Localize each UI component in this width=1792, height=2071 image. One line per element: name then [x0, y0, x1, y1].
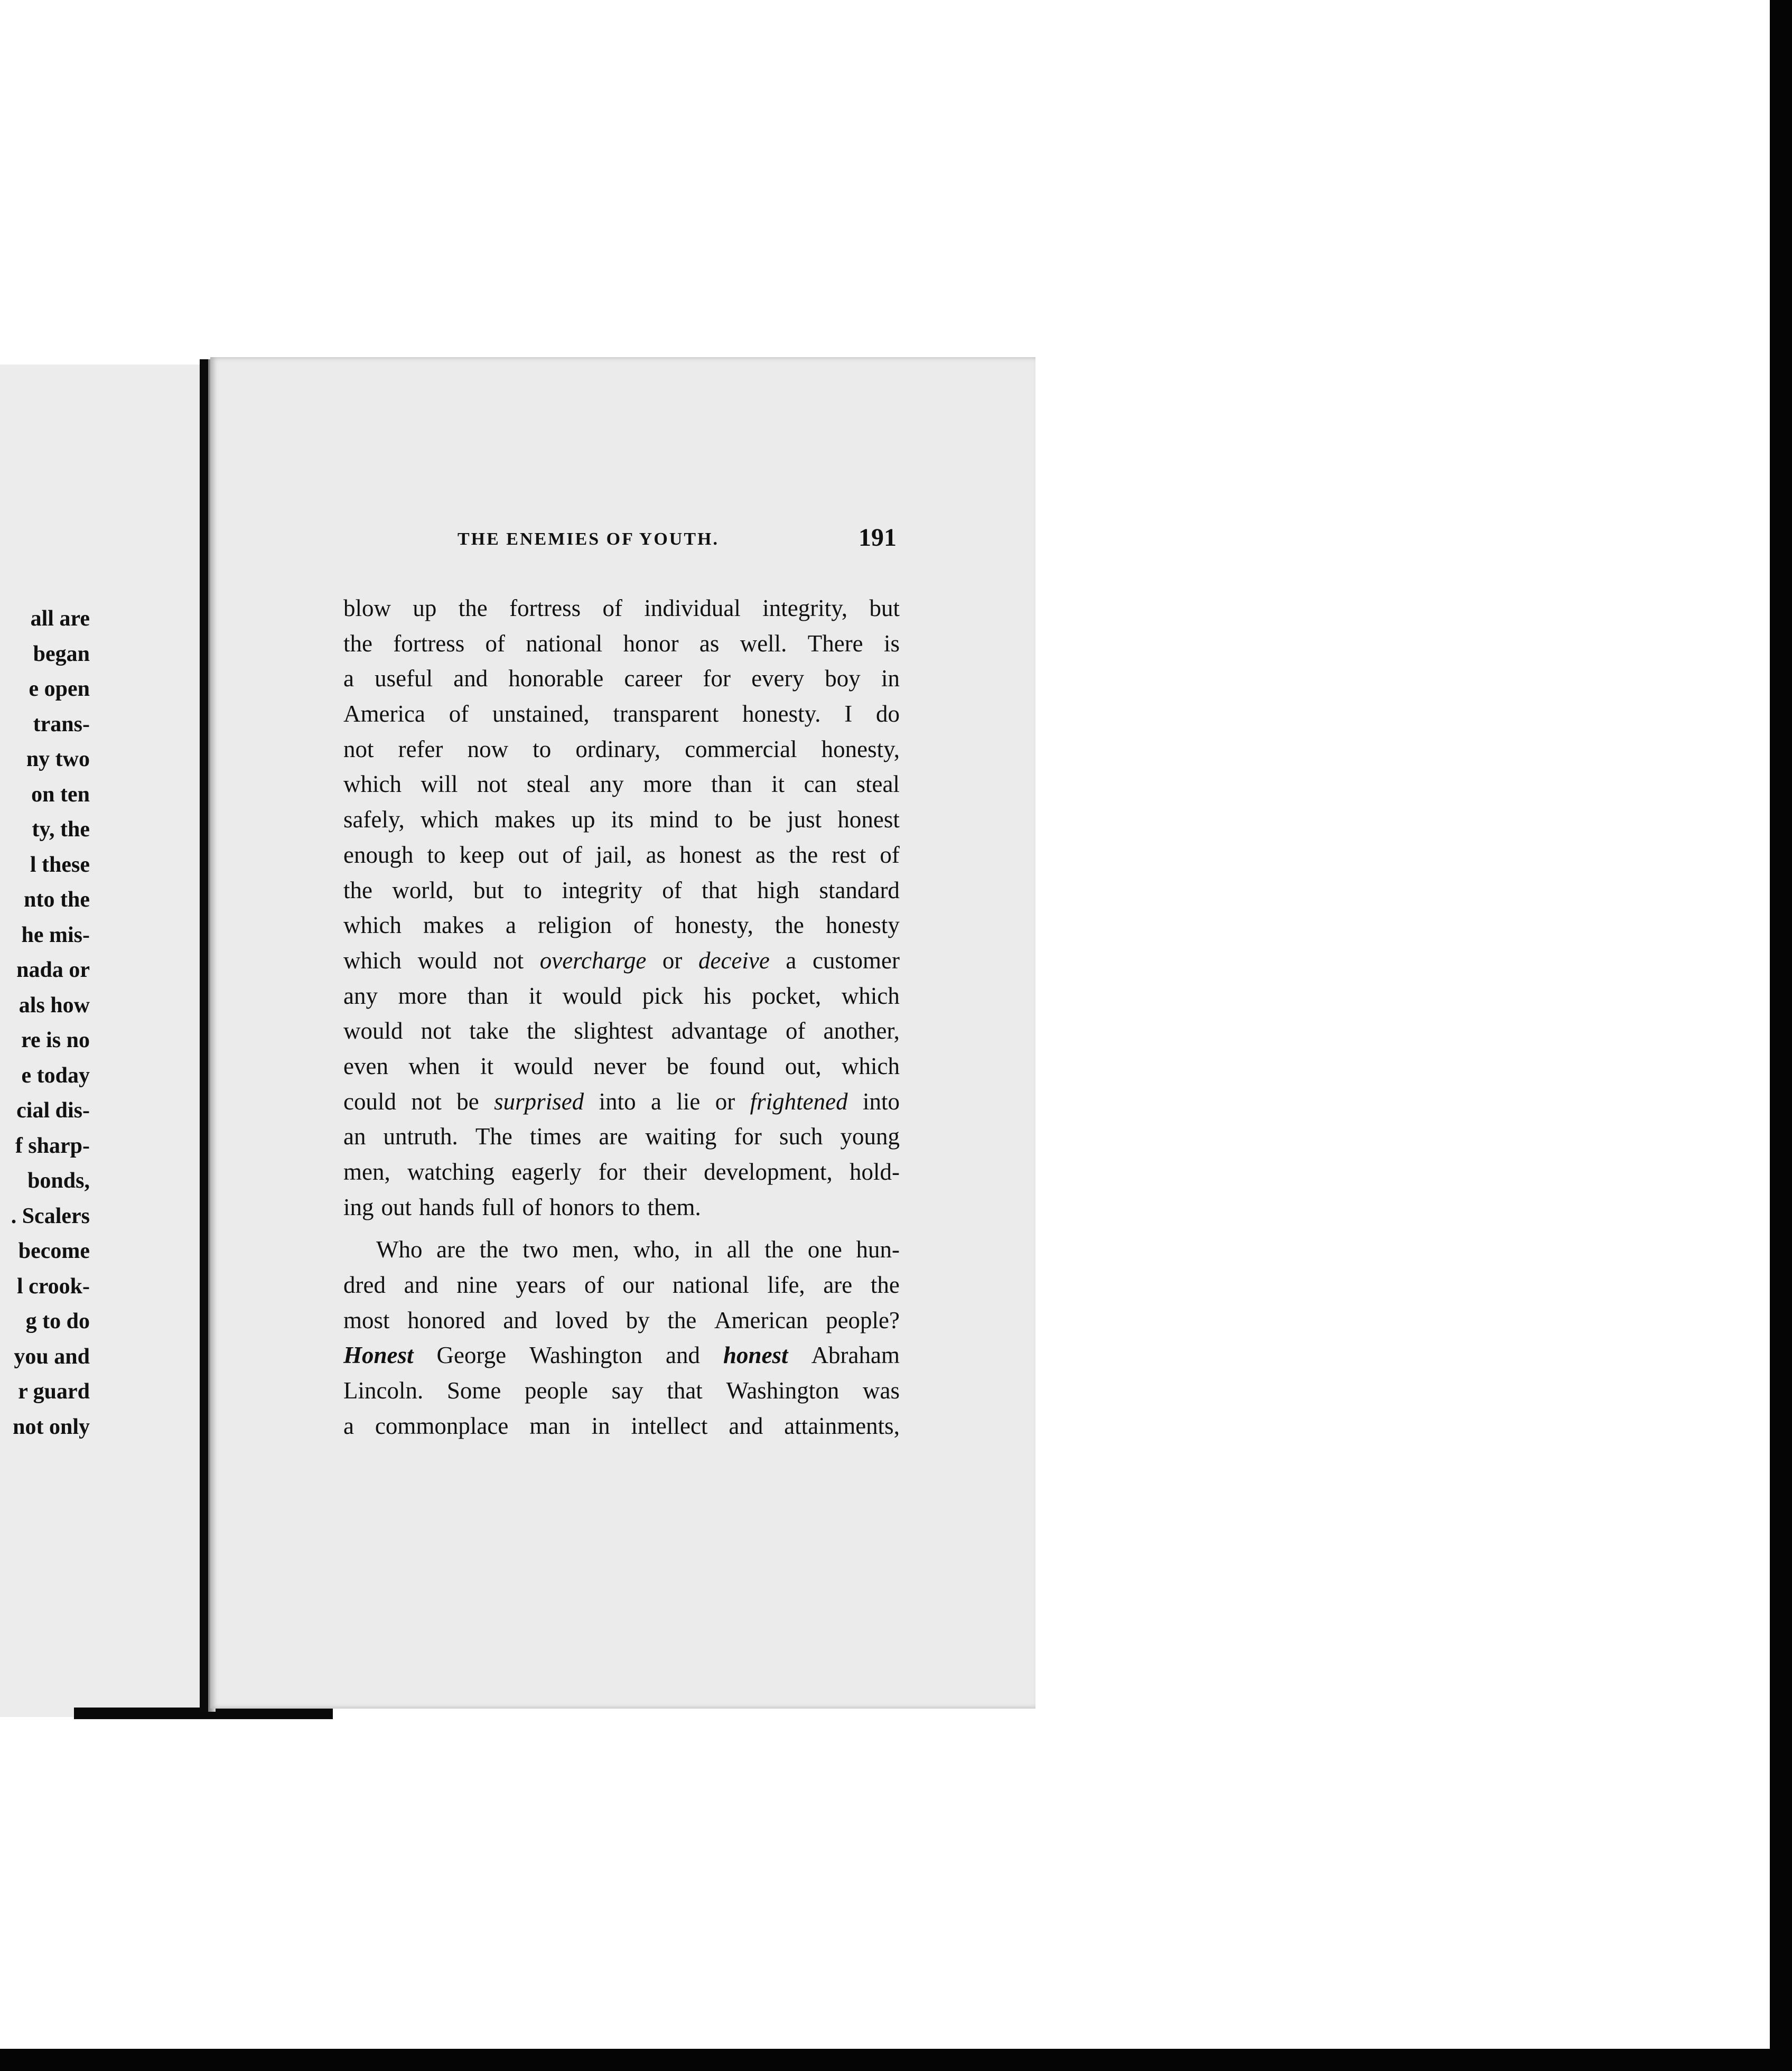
- text-line: the fortress of national honor as well. There is: [343, 630, 900, 657]
- text-line: any more than it would pick his pocket, which: [343, 982, 900, 1009]
- left-page-text: [0, 601, 90, 1444]
- text-line: the world, but to integrity of that high standard: [343, 876, 900, 903]
- left-page-line: trans-: [33, 712, 90, 736]
- left-page-line: l these: [30, 852, 90, 877]
- text-line: Lincoln. Some people say that Washington was: [343, 1377, 900, 1404]
- text-line: Honest George Washington and honest Abraham: [343, 1342, 900, 1369]
- left-page-line: nto the: [24, 888, 90, 912]
- text-line: Who are the two men, who, in all the one hun-: [376, 1236, 900, 1263]
- text-line: dred and nine years of our national life, are the: [343, 1272, 900, 1299]
- page-number: 191: [858, 524, 897, 552]
- text-line: not refer now to ordinary, commercial honesty,: [343, 735, 900, 762]
- text-line: a commonplace man in intellect and attainments,: [343, 1412, 900, 1439]
- text-line: ing out hands full of honors to them.: [343, 1193, 701, 1220]
- left-page-line: als how: [18, 993, 90, 1018]
- text-line: which would not overcharge or deceive a customer: [343, 947, 900, 974]
- left-page-line: e open: [29, 677, 90, 701]
- left-page-line: began: [33, 641, 90, 666]
- left-page-line: g to do: [25, 1309, 90, 1333]
- text-line: a useful and honorable career for every boy in: [343, 665, 900, 692]
- running-head: THE ENEMIES OF YOUTH.: [458, 529, 719, 549]
- left-page-line: re is no: [21, 1028, 90, 1052]
- text-line: blow up the fortress of individual integrity, but: [343, 595, 900, 621]
- body-text: [343, 591, 906, 1444]
- text-line: would not take the slightest advantage of another,: [343, 1018, 900, 1044]
- text-line: could not be surprised into a lie or frightened into: [343, 1088, 900, 1115]
- left-page-line: ty, the: [32, 817, 90, 842]
- left-page-line: he mis-: [21, 922, 90, 947]
- text-line: an untruth. The times are waiting for such young: [343, 1123, 900, 1150]
- left-page-line: ny two: [26, 747, 90, 771]
- text-line: most honored and loved by the American people?: [343, 1307, 900, 1333]
- text-line: safely, which makes up its mind to be just honest: [343, 806, 900, 833]
- text-line: which makes a religion of honesty, the honesty: [343, 912, 900, 939]
- text-line: America of unstained, transparent honesty. I do: [343, 701, 900, 727]
- left-page-line: you and: [14, 1344, 90, 1369]
- left-page-line: cial dis-: [16, 1098, 90, 1123]
- text-line: even when it would never be found out, which: [343, 1052, 900, 1079]
- left-page-line: all are: [30, 607, 90, 631]
- text-line: men, watching eagerly for their development, hold-: [343, 1159, 900, 1185]
- book-spine: [200, 359, 208, 1712]
- left-page-line: r guard: [18, 1379, 90, 1404]
- left-page-line: on ten: [31, 782, 90, 807]
- left-page-line: not only: [13, 1414, 90, 1439]
- left-page-line: become: [18, 1239, 90, 1263]
- left-page-line: . Scalers: [11, 1204, 90, 1228]
- left-page-line: f sharp-: [15, 1133, 90, 1158]
- left-page-line: l crook-: [16, 1274, 90, 1299]
- scan-border-right: [1770, 0, 1792, 2071]
- left-page-line: nada or: [16, 958, 90, 982]
- left-page-line: bonds,: [27, 1169, 90, 1193]
- scan-border-bottom: [0, 2049, 1792, 2071]
- left-page-line: e today: [21, 1063, 90, 1088]
- text-line: enough to keep out of jail, as honest as the rest of: [343, 841, 900, 868]
- text-line: which will not steal any more than it can steal: [343, 771, 900, 798]
